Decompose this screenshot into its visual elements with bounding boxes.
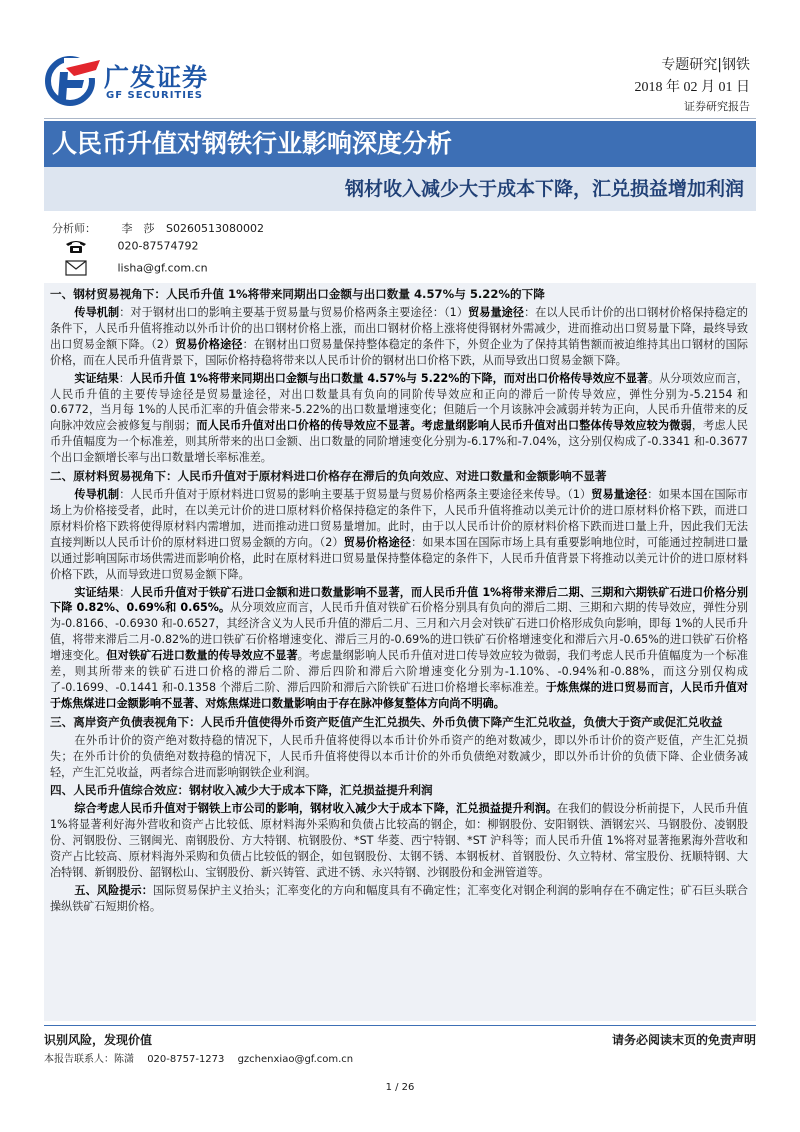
gf-securities-logo [44,54,214,106]
section-paragraph [50,487,748,582]
emphasis-text: 实证结果 [74,585,120,599]
analyst-label: 分析师： [52,222,96,235]
report-subtitle: 钢材收入减少大于成本下降，汇兑损益增加利润 [44,167,756,211]
analyst-name: 李 莎 [121,222,155,235]
section-paragraph [50,371,748,466]
report-category: 证券研究报告 [684,100,750,113]
report-type: 专题研究|钢铁 [661,57,750,73]
report-meta [635,54,751,114]
analyst-phone: 020-87574792 [117,239,199,253]
page-number: 1 / 26 [385,1082,415,1093]
section-paragraph [50,733,748,781]
emphasis-text: 实证结果 [74,371,119,385]
analyst-cert: S0260513080002 [166,222,264,235]
emphasis-text: 贸易量途径 [591,488,648,502]
body-text: ：对于钢材出口的影响主要基于贸易量与贸易价格两条主要途径：（1） [119,306,469,319]
analyst-email[interactable]: lisha@gf.com.cn [117,261,208,275]
section-paragraph [50,585,748,712]
section-heading: 四、人民币升值综合效应：钢材收入减少大于成本下降，汇兑损益提升利润 [50,783,433,798]
section-heading: 二、原材料贸易视角下：人民币升值对于原材料进口价格存在滞后的负向效应、对进口数量和金额影响不显著 [50,469,607,484]
body-text: ： [119,585,131,599]
body-text: 国际贸易保护主义抬头；汇率变化的方向和幅度具有不确定性；汇率变化对钢企利润的影响存在不确定性；矿石巨头联合操纵铁矿石短期价格。 [50,884,748,913]
emphasis-text: 贸易量途径 [468,306,525,319]
contact-phone: 020-8757-1273 [147,1054,225,1065]
emphasis-text: 传导机制 [74,306,120,319]
brand-name-en: GF SECURITIES [106,90,204,101]
section-paragraph [50,801,748,881]
brand-name-cn: 广发证券 [104,63,209,92]
section-paragraph [50,305,748,369]
analyst-email-row [64,260,208,276]
report-title: 人民币升值对钢铁行业影响深度分析 [44,121,756,167]
header-divider [44,118,756,119]
body-text: 。考虑量纲影响人民币升值对进口传导效应较为微弱，我们考虑人民币升值幅度为一个标准差，则其所带来的铁矿石进口价格的滞后二阶、滞后四阶和滞后六阶增速变化分别为-1.10%、-0.94%和-0.88%，而这分别仅构成了-0.1699、-0.1441 和-0.1358 个滞后二阶、滞后四阶和滞后六阶铁矿石进口价格增长率标准差。 [50,649,748,694]
footer-slogan: 识别风险，发现价值 [44,1033,153,1047]
section-paragraph [50,883,748,915]
emphasis-text: 人民币升值 1%将带来同期出口金额与出口数量 4.57%与 5.22%的下降，而对出口价格传导效应不显著 [129,371,649,385]
body-text: 在我们的假设分析前提下，人民币升值 1%将显著利好海外营收和资产占比较低、原材料海外采购和负债占比较高的钢企，如：柳钢股份、安阳钢铁、酒钢宏兴、马钢股份、凌钢股份、河钢股份、三钢闽光、南钢股份、方大特钢、杭钢股份、*ST 华菱、西宁特钢、*ST 沪科等；而人民币升值 1%将对显著拖累海外营收和资产占比较高、原材料海外采购和负债占比较低的钢企，如包钢股份、太钢不锈、本钢板材、首钢股份、久立特材、常宝股份、抚顺特钢、大冶特钢、新钢股份、韶钢松山、宝钢股份、新兴铸管、武进不锈、永兴特钢、沙钢股份和金洲管道等。 [50,802,748,880]
report-summary [44,283,756,1021]
footer-contact [44,1050,363,1065]
body-text: ：在钢材出口贸易量保持整体稳定的条件下，外贸企业为了保持其销售额而被迫维持其出口钢材的国际价格，而在人民币升值背景下，国际价格持稳将带来以人民币计价的钢材出口价格下跌，从而导致出口贸易金额下降。 [50,337,748,367]
emphasis-text: 于炼焦煤的进口贸易而言，人民币升值对于炼焦煤进口金额影响不显著、对炼焦煤进口数量影响由于存在脉冲修复整体方向尚不明确。 [50,680,748,710]
body-text: ，考虑人民币升值幅度为一个标准差，则其所带来的出口金额、出口数量的同阶增速变化分别为-6.17%和-7.04%，这分别仅构成了-0.3341 和-0.3677 个出口金额增长率与出口数量增长率标准差。 [50,419,748,465]
body-text: ：如果本国在国际市场上具有重要影响地位时，可能通过控制进口量以通过影响国际市场供需进而影响价格，此时在原材料进口贸易量保持整体稳定的条件下，人民币升值背景下将推动以美元计价的进口原材料价格下跌，从而导致进口贸易金额下降。 [50,535,748,581]
emphasis-text: 贸易价格途径 [175,337,243,351]
report-date: 2018 年 02 月 01 日 [634,80,750,95]
phone-icon [64,238,88,254]
body-text: ：在以人民币计价的出口钢材价格保持稳定的条件下，人民币升值将推动以外币计价的出口钢材价格上涨，而出口钢材价格上涨将使得钢材外需减少，进而推动出口贸易量下降，最终导致出口贸易金额下降。（2） [50,306,748,351]
body-text: ：如果本国在国际市场上为价格接受者，此时，在以美元计价的进口原材料价格保持稳定的条件下，人民币升值将推动以美元计价的进口原材料价格下跌，而进口原材料价格下跌将使得原材料内需增加，进而推动进口贸易量增加。此时，由于以人民币计价的原材料价格下跌而进口量上升，因此我们无法直接判断以人民币计价的原材料进口贸易金额的方向。（2） [50,488,748,549]
emphasis-text: 综合考虑人民币升值对于钢铁上市公司的影响，钢材收入减少大于成本下降，汇兑损益提升利润。 [74,802,558,816]
contact-person: 本报告联系人：陈潇 [44,1054,134,1065]
gf-logo-mark-icon [44,54,102,106]
body-text: 在外币计价的资产绝对数持稳的情况下，人民币升值将使得以本币计价外币资产的绝对数减少，即以外币计价的资产贬值，产生汇兑损失；在外币计价的负债绝对数持稳的情况下，人民币升值将使得以本币计价的外币负债绝对数减少，即以外币计价的负债下降、企业债务减轻，产生汇兑收益，两者综合进而影响钢铁企业利润。 [50,733,748,779]
body-text: ：人民币升值对于原材料进口贸易的影响主要基于贸易量与贸易价格两条主要途径来传导。（1） [119,488,592,502]
footer-divider [44,1025,756,1026]
section-heading: 三、离岸资产负债表视角下：人民币升值使得外币资产贬值产生汇兑损失、外币负债下降产生汇兑收益，负债大于资产或促汇兑收益 [50,714,723,729]
emphasis-text: 而人民币升值对出口价格的传导效应不显著。考虑量纲影响人民币升值对出口整体传导效应较为微弱 [196,419,692,433]
emphasis-text: 贸易价格途径 [343,535,412,549]
emphasis-text: 五、风险提示： [74,884,154,897]
footer-disclaimer: 请务必阅读末页的免责声明 [611,1033,756,1047]
emphasis-text: 传导机制 [74,488,120,502]
emphasis-text: 人民币升值对于铁矿石进口金额和进口数量影响不显著，而人民币升值 1%将带来滞后二期、三期和六期铁矿石进口价格分别下降 0.82%、0.69%和 0.65%。 [50,585,748,615]
body-text: ： [118,371,130,385]
emphasis-text: 但对铁矿石进口数量的传导效应不显著 [106,649,298,663]
analyst-phone-row [64,238,198,254]
body-text: 从分项效应而言，人民币升值对铁矿石价格分别具有负向的滞后二期、三期和六期的传导效应，弹性分别为-0.8166、-0.6930 和-0.6527，其经济含义为人民币升值的滞后二月、三月和六月会对铁矿石进口价格形成负向影响，即每 1%的人民币升值，将带来滞后二月-0.82%的进口铁矿石价格增速变化、滞后三月的-0.69%的进口铁矿石价格增速变化和滞后六月-0.65%的进口铁矿石价格增速变化。 [50,601,748,663]
analyst-info [52,220,264,236]
section-heading: 一、钢材贸易视角下：人民币升值 1%将带来同期出口金额与出口数量 4.57%与 5.22%的下降 [50,287,545,301]
envelope-icon [64,260,88,276]
body-text: 。从分项效应而言，人民币升值的主要传导途径是贸易量途径，对出口数量具有负向的同阶传导效应和正向的滞后一阶传导效应，弹性分别为-5.2154 和 0.6772，当月每 1%的人民币汇率的升值会带来-5.22%的出口数量增速变化；但随后一个月该脉冲会减弱并转为正向，人民币升值带来的反向脉冲效应会被修复与削弱； [50,371,748,433]
contact-email[interactable]: gzchenxiao@gf.com.cn [237,1054,354,1065]
